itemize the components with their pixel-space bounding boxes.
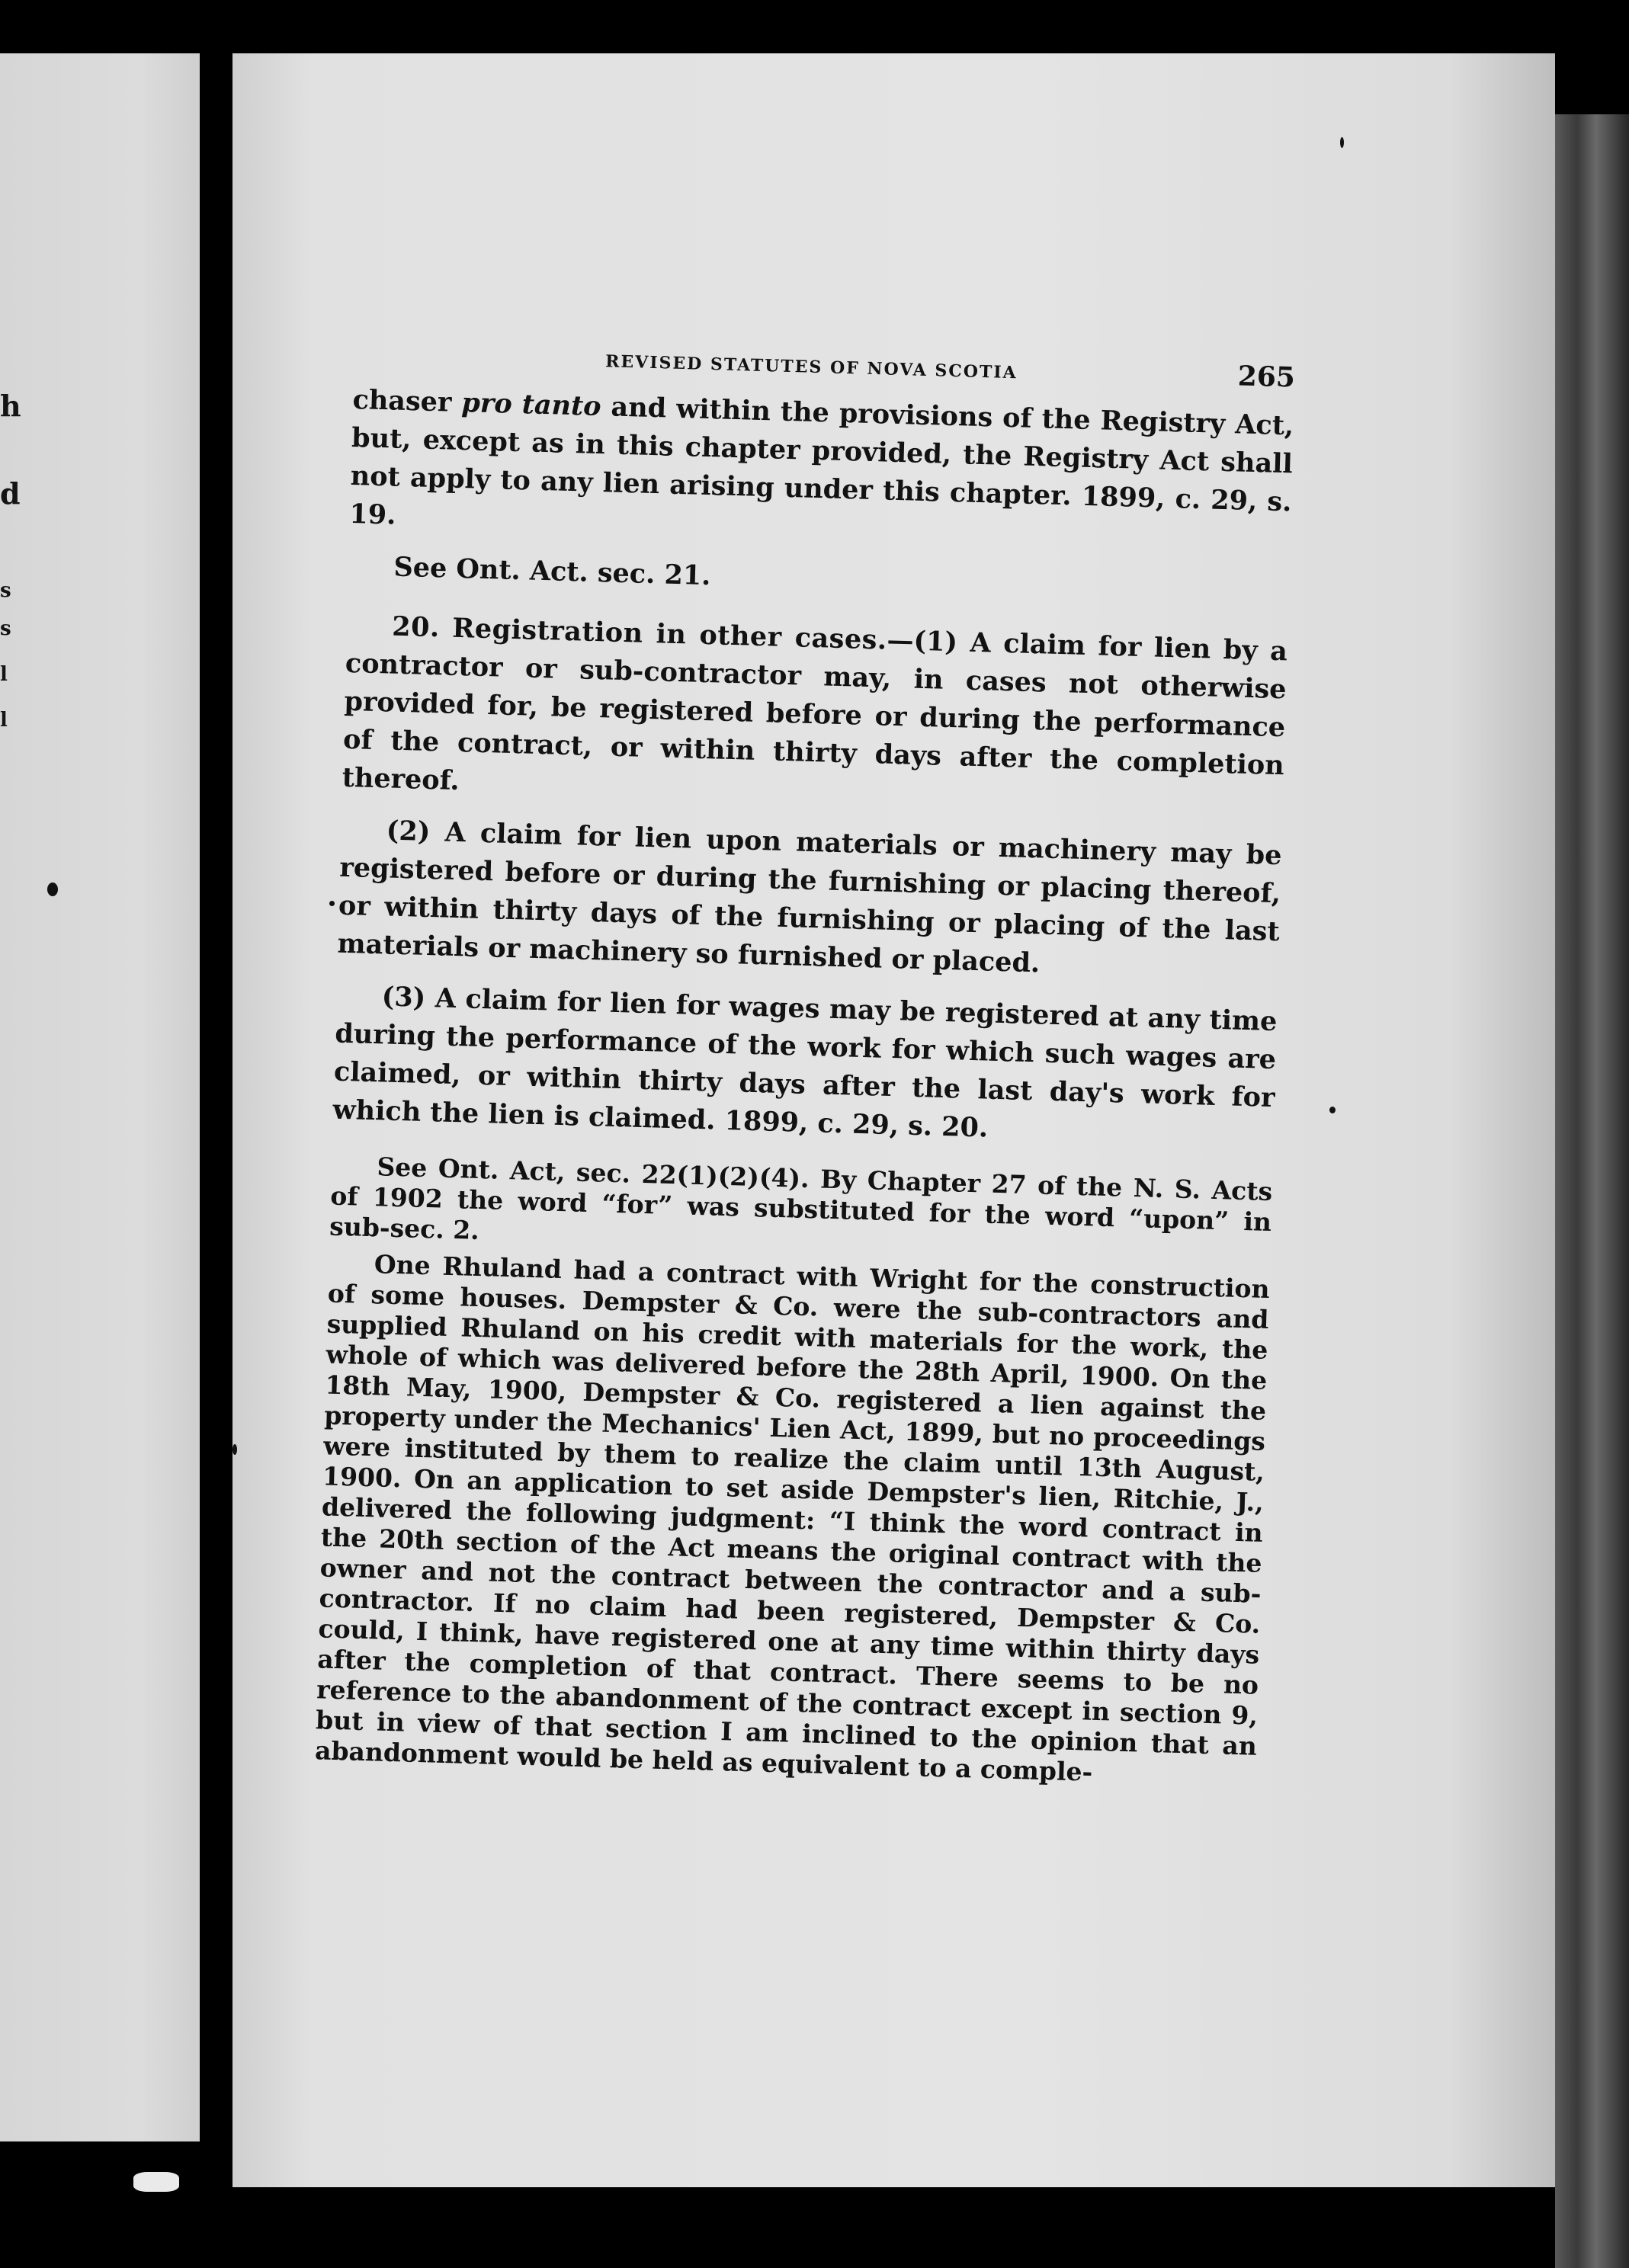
- paragraph-text: —(1) A claim for lien by a contractor or sub-contractor may, in cases not otherwise provided for, be registered before or during the performance of the contract, or within thirty days after the completion thereof.: [342, 624, 1288, 797]
- section-20-subsection-2: (2) A claim for lien upon materials or machinery may be registered before or during the furnishing or placing thereof, or within thirty days of the furnishing or placing of the last materials or machinery so furnished or placed.: [337, 815, 1282, 979]
- latin-phrase: pro tanto: [460, 386, 602, 423]
- facing-letter: l: [0, 663, 8, 686]
- scan-speck: [329, 901, 335, 906]
- facing-page: [0, 53, 200, 2141]
- facing-letter: s: [0, 617, 11, 640]
- page-number: 265: [1237, 360, 1296, 394]
- page-edge-shadow: [1555, 114, 1629, 2268]
- facing-letter: d: [0, 476, 21, 511]
- facing-letter: l: [0, 709, 8, 732]
- paragraph-text: and within the provisions of the Registry Act, but, except as in this chapter provided, the Registry Act shall not apply to any lien arising under this chapter. 1899, c. 29, s. 19.: [348, 391, 1294, 531]
- scan-speck: [47, 883, 58, 896]
- section-20-subsection-1: [342, 607, 1287, 823]
- facing-letter: s: [0, 579, 11, 602]
- section-20-subsection-3: (3) A claim for lien for wages may be registered at any time during the performance of the work for which such wages are claimed, or within thirty days after the last day's work for which the lien is claimed. 1899, c. 29, s. 20.: [332, 981, 1278, 1144]
- annotation-note: See Ont. Act, sec. 22(1)(2)(4). By Chapter 27 of the N. S. Acts of 1902 the word “for” was substituted for the word “upon” in sub-sec. 2.: [329, 1152, 1273, 1246]
- scan-speck: [1340, 137, 1344, 148]
- scan-speck: [232, 1444, 237, 1455]
- section-number: 20.: [391, 610, 441, 644]
- facing-letter: h: [0, 389, 21, 423]
- scan-speck: [133, 2172, 179, 2192]
- paragraph-text: chaser: [352, 383, 463, 418]
- running-head: REVISED STATUTES OF NOVA SCOTIA: [604, 351, 1018, 383]
- page-text: [315, 335, 1296, 1792]
- scan-speck: [1329, 1107, 1336, 1113]
- cross-reference: See Ont. Act. sec. 21.: [393, 551, 711, 592]
- continued-paragraph: [349, 381, 1294, 559]
- section-heading: Registration in other cases.: [451, 612, 888, 656]
- case-note: One Rhuland had a contract with Wright for the construction of some houses. Dempster & Co. were the sub-contractors and supplied Rhuland on his credit with materials for the work, the whole of which was delivered before the 28th April, 1900. On the 18th May, 1900, Dempster & Co. registered a lien against the property under the Mechanics' Lien Act, 1899, but no proceedings were instituted by them to realize the claim until 13th August, 1900. On an application to set aside Dempster's lien, Ritchie, J., delivered the following judgment: “I think the word contract in the 20th section of the Act means the original contract with the owner and not the contract between the contractor and a sub-contractor. If no claim had been registered, Dempster & Co. could, I think, have registered one at any time within thirty days after the completion of that contract. There seems to be no reference to the abandonment of the contract except in section 9, but in view of that section I am inclined to the opinion that an abandonment would be held as equivalent to a comple-: [314, 1249, 1271, 1787]
